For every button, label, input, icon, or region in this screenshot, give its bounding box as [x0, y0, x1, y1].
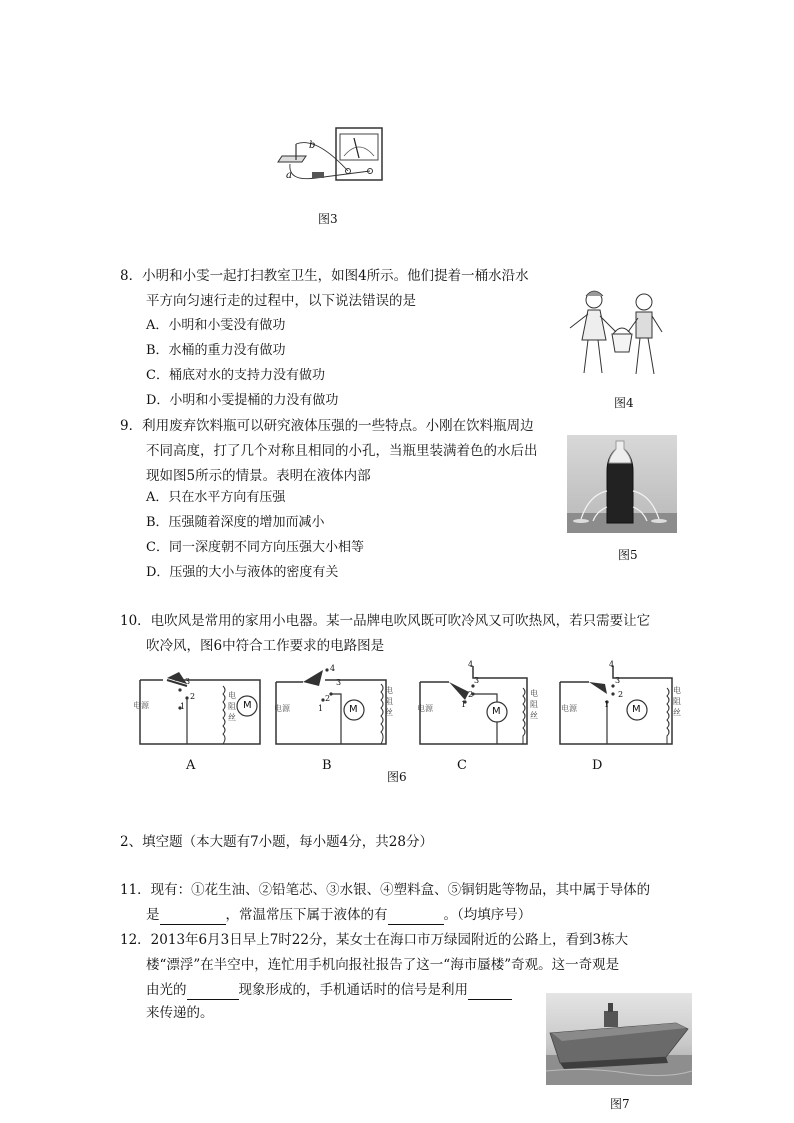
q8-option-c: C．桶底对水的支持力没有做功: [146, 368, 325, 383]
circuit-b-contact-4: 4: [330, 664, 336, 673]
q12-blank-light-phenomenon[interactable]: [187, 985, 239, 1000]
circuit-b-contact-1: 1: [318, 704, 324, 713]
figure-7-caption: 图7: [610, 1097, 630, 1111]
q11-blank-liquids[interactable]: [388, 910, 444, 925]
circuit-a-resistor-label: [228, 690, 236, 723]
fig3-label-b: b: [309, 140, 316, 151]
q11-text-a: 是: [146, 907, 160, 923]
resistor-char-3: 丝: [673, 708, 681, 717]
q9-line-3: 现如图5所示的情景。表明在液体内部: [146, 468, 371, 484]
circuit-c-resistor-label: [530, 688, 538, 721]
q12-line-4: 来传递的。: [146, 1005, 214, 1021]
q11-text-b: ，常温常压下属于液体的有: [225, 907, 388, 923]
resistor-char-2: 阻: [385, 697, 393, 706]
circuit-c: [417, 660, 537, 750]
circuit-a-source-label: 电源: [133, 701, 149, 710]
circuit-c-contact-4: 4: [468, 660, 474, 669]
circuit-c-source-label: 电源: [417, 704, 433, 713]
circuit-d-motor-label: M: [632, 704, 641, 715]
q12-line-3: [146, 980, 512, 1000]
circuit-d-source-label: 电源: [561, 704, 577, 713]
q8-line-2: 平方向匀速行走的过程中，以下说法错误的是: [146, 293, 416, 309]
circuit-b-resistor-label: [385, 685, 393, 718]
q8-option-d: D．小明和小雯提桶的力没有做功: [146, 393, 339, 408]
q12-line-2: 楼“漂浮”在半空中，连忙用手机向报社报告了这一“海市蜃楼”奇观。这一奇观是: [146, 957, 620, 973]
figure-5-bottle-photo: [567, 435, 677, 533]
q9-option-c: C．同一深度朝不同方向压强大小相等: [146, 540, 364, 555]
q12-line-1: 12．2013年6月3日早上7时22分，某女士在海口市万绿园附近的公路上，看到3栋大: [120, 932, 629, 948]
fig3-label-a: a: [286, 170, 292, 181]
q9-line-1: 9．利用废弃饮料瓶可以研究液体压强的一些特点。小刚在饮料瓶周边: [120, 418, 534, 434]
circuit-d-contact-3: 3: [615, 676, 621, 685]
q10-line-2: 吹冷风，图6中符合工作要求的电路图是: [146, 638, 385, 654]
resistor-char-1: 电: [385, 686, 393, 695]
resistor-char-1: 电: [228, 691, 236, 700]
circuit-a-contact-3: 3: [185, 677, 191, 686]
circuit-a-contact-2: 2: [190, 692, 196, 701]
figure-4-caption: 图4: [614, 396, 634, 410]
circuit-c-contact-3: 3: [474, 676, 480, 685]
section-2-heading: 2、填空题（本大题有7小题，每小题4分，共28分）: [120, 834, 433, 850]
resistor-char-2: 阻: [530, 700, 538, 709]
resistor-char-3: 丝: [228, 713, 236, 722]
circuit-b-source-label: 电源: [274, 704, 290, 713]
resistor-char-3: 丝: [385, 708, 393, 717]
circuit-a-contact-1: 1: [180, 702, 186, 711]
circuit-c-contact-1: 1: [461, 700, 467, 709]
figure-6-caption: 图6: [387, 770, 407, 784]
circuit-d-contact-2: 2: [618, 690, 624, 699]
q11-blank-conductors[interactable]: [160, 910, 226, 925]
resistor-char-1: 电: [673, 686, 681, 695]
circuit-b-contact-3: 3: [336, 678, 342, 687]
circuit-b-label: B: [322, 758, 332, 773]
circuit-d-contact-1: 1: [604, 700, 610, 709]
q9-option-b: B．压强随着深度的增加而减小: [146, 515, 325, 530]
q11-line-2: [146, 905, 531, 925]
q11-text-c: 。（均填序号）: [443, 907, 532, 923]
circuit-b-contact-2: 2: [325, 694, 331, 703]
circuit-b: [273, 660, 393, 750]
circuit-d-resistor-label: [673, 685, 681, 718]
resistor-char-2: 阻: [228, 702, 236, 711]
q12-text-a: 由光的: [146, 982, 187, 998]
q8-line-1: 8．小明和小雯一起打扫教室卫生，如图4所示。他们提着一桶水沿水: [120, 268, 529, 284]
q9-option-d: D．压强的大小与液体的密度有关: [146, 565, 339, 580]
figure-7-aircraft-carrier-photo: [546, 993, 692, 1085]
figure-5-caption: 图5: [618, 548, 638, 562]
figure-3-caption: 图3: [318, 212, 338, 226]
circuit-d-label: D: [592, 758, 603, 773]
circuit-a-label: A: [186, 758, 196, 773]
figure-4-children-illustration: [566, 288, 666, 383]
circuit-a-motor-label: M: [243, 700, 252, 711]
q12-text-b: 现象形成的，手机通话时的信号是利用: [238, 982, 468, 998]
q11-line-1: 11．现有：①花生油、②铅笔芯、③水银、④塑料盒、⑤铜钥匙等物品，其中属于导体的: [120, 882, 651, 898]
circuit-c-label: C: [457, 758, 467, 773]
q10-line-1: 10．电吹风是常用的家用小电器。某一品牌电吹风既可吹冷风又可吹热风，若只需要让它: [120, 613, 651, 629]
circuit-b-motor-label: M: [349, 704, 358, 715]
q9-option-a: A．只在水平方向有压强: [146, 490, 286, 505]
circuit-c-contact-2: 2: [468, 690, 474, 699]
q8-option-b: B．水桶的重力没有做功: [146, 343, 286, 358]
circuit-c-motor-label: M: [492, 706, 501, 717]
q9-line-2: 不同高度，打了几个对称且相同的小孔，当瓶里装满着色的水后出: [146, 443, 538, 459]
q8-option-a: A．小明和小雯没有做功: [146, 318, 286, 333]
resistor-char-2: 阻: [673, 697, 681, 706]
q12-blank-signal-carrier[interactable]: [468, 985, 512, 1000]
resistor-char-3: 丝: [530, 711, 538, 720]
resistor-char-1: 电: [530, 689, 538, 698]
figure-3-apparatus: [276, 126, 386, 186]
circuit-d-contact-4: 4: [609, 660, 615, 669]
